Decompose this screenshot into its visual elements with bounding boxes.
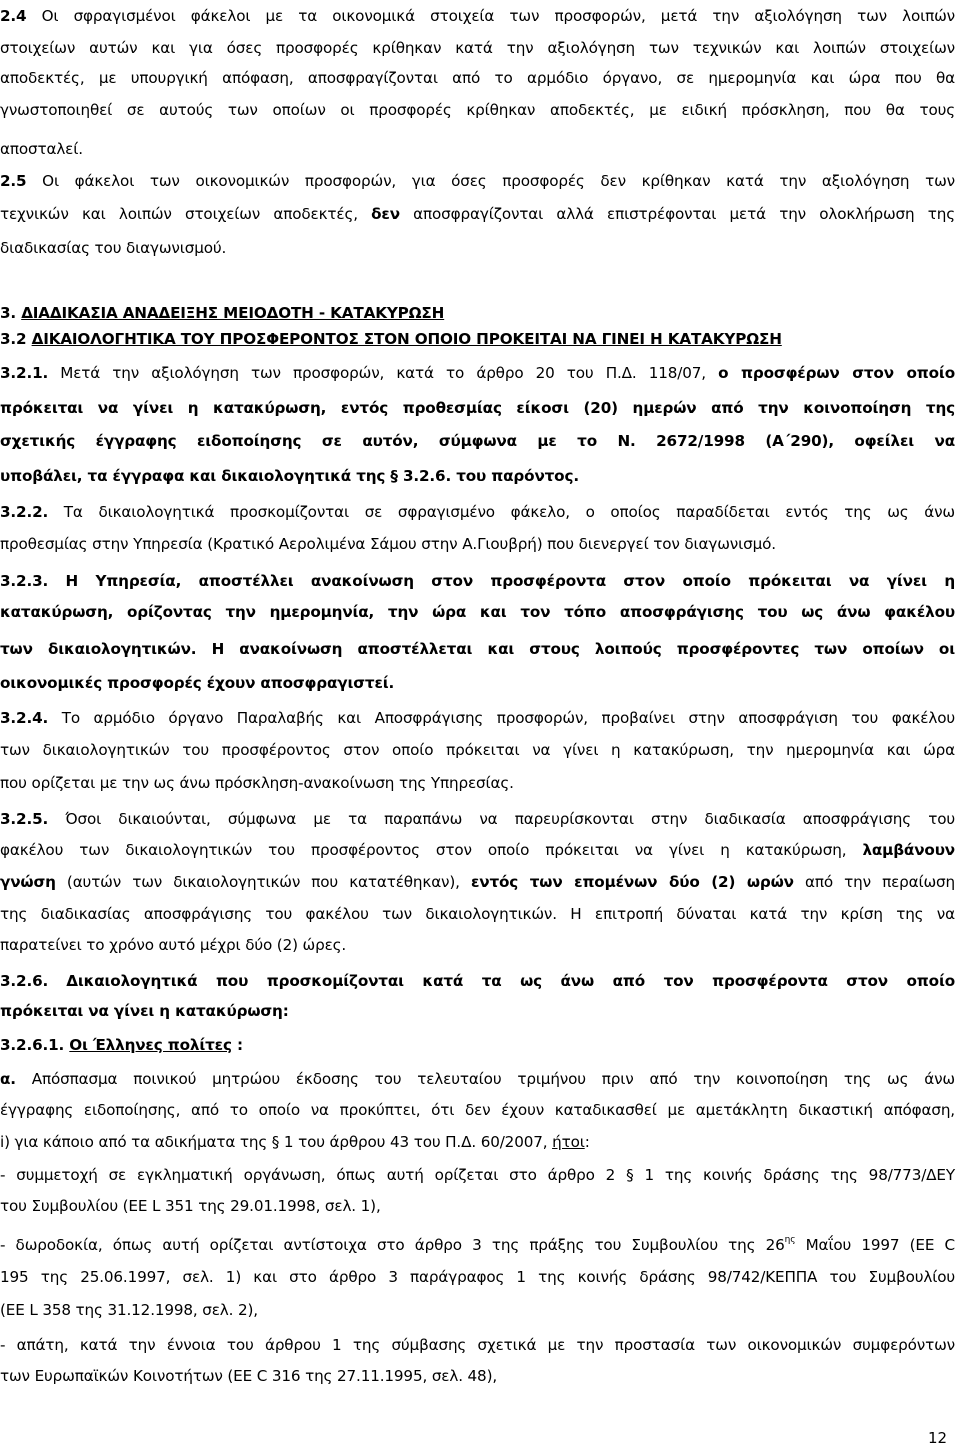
text-line xyxy=(0,571,955,591)
text-run: σχετικής έγγραφης ειδοποίησης σε αυτόν, σύμφωνα με το Ν. 2672/1998 (Α΄290), οφείλει να xyxy=(0,432,955,450)
text-line xyxy=(0,1165,955,1185)
text-run: γνωστοποιηθεί σε αυτούς των οποίων οι προσφορές κρίθηκαν αποδεκτές, με ειδική πρόσκληση, που θα τους xyxy=(0,101,955,119)
text-line xyxy=(0,1366,955,1386)
text-run: διαδικασίας του διαγωνισμού. xyxy=(0,239,227,257)
text-line xyxy=(0,809,955,829)
text-run: ης xyxy=(784,1235,796,1245)
page-number: 12 xyxy=(928,1429,948,1447)
text-run: 3.2.5. xyxy=(0,810,49,828)
text-run: i) για κάποιο από τα αδικήματα της § 1 του άρθρου 43 του Π.Δ. 60/2007, xyxy=(0,1133,553,1151)
text-line xyxy=(0,639,955,659)
text-run: δεν xyxy=(371,205,400,223)
text-run: 3.2.6.1. xyxy=(0,1036,70,1054)
text-line xyxy=(0,139,955,159)
text-line xyxy=(0,466,955,486)
text-run: οικονομικές προσφορές έχουν αποσφραγιστεί. xyxy=(0,674,395,692)
text-line xyxy=(0,773,955,793)
text-run: των Ευρωπαϊκών Κοινοτήτων (ΕΕ C 316 της 27.11.1995, σελ. 48), xyxy=(0,1367,498,1385)
text-run: κατακύρωση, ορίζοντας την ημερομηνία, την ώρα και τον τόπο αποσφράγισης του ως άνω φακέλου xyxy=(0,603,955,621)
text-run: (αυτών των δικαιολογητικών που κατατέθηκαν), xyxy=(55,873,471,891)
text-line xyxy=(0,329,955,349)
text-run: 2.5 xyxy=(0,172,27,190)
text-run: Όσοι δικαιούνται, σύμφωνα με τα παραπάνω να παρευρίσκονται στην διαδικασία αποσφράγισης του xyxy=(48,810,955,828)
text-run: ήτοι xyxy=(552,1133,585,1151)
text-run: Μαΐου 1997 (ΕΕ C xyxy=(795,1236,956,1254)
text-run: αποσφραγίζονται αλλά επιστρέφονται μετά την ολοκλήρωση της xyxy=(399,205,955,223)
text-run: ο προσφέρων στον οποίο xyxy=(718,364,955,382)
text-line xyxy=(0,100,955,120)
text-line xyxy=(0,1267,955,1287)
text-run: : xyxy=(584,1133,590,1151)
text-run: έγγραφης ειδοποίησης, από το οποίο να προκύπτει, ότι δεν έχουν καταδικασθεί με αμετάκλητη δικαστική απόφαση, xyxy=(0,1101,955,1119)
text-run: αποδεκτές, με υπουργική απόφαση, αποσφραγίζονται από το αρμόδιο όργανο, σε ημερομηνία και ώρα που θα xyxy=(0,69,955,87)
text-line xyxy=(0,38,955,58)
text-line xyxy=(0,502,955,522)
text-run: τεχνικών και λοιπών στοιχείων αποδεκτές, xyxy=(0,205,372,223)
text-run: 3.2 xyxy=(0,330,32,348)
text-run: 2.4 xyxy=(0,7,27,25)
text-line xyxy=(0,1235,955,1255)
text-run: εντός των επομένων δύο (2) ωρών xyxy=(470,873,794,891)
text-line xyxy=(0,1132,955,1152)
text-run: αποσταλεί. xyxy=(0,140,83,158)
text-run: Τα δικαιολογητικά προσκομίζονται σε σφραγισμένο φάκελο, ο οποίος παραδίδεται εντός της ως άνω xyxy=(48,503,955,521)
text-run: (ΕΕ L 358 της 31.12.1998, σελ. 2), xyxy=(0,1301,258,1319)
text-run: 3.2.1. xyxy=(0,364,49,382)
text-run: - συμμετοχή σε εγκληματική οργάνωση, όπως αυτή ορίζεται στο άρθρο 2 § 1 της κοινής δράσης της 98/773/ΔΕΥ xyxy=(0,1166,955,1184)
text-run: ΔΙΚΑΙΟΛΟΓΗΤΙΚΑ ΤΟΥ ΠΡΟΣΦΕΡΟΝΤΟΣ ΣΤΟΝ ΟΠΟΙΟ ΠΡΟΚΕΙΤΑΙ ΝΑ ΓΙΝΕΙ Η ΚΑΤΑΚΥΡΩΣΗ xyxy=(31,330,782,348)
text-line xyxy=(0,204,955,224)
text-run xyxy=(48,972,66,990)
text-run: 3.2.2. xyxy=(0,503,49,521)
text-run: Δικαιολογητικά που προσκομίζονται κατά τα ως άνω από τον προσφέροντα στον οποίο xyxy=(66,972,955,990)
text-line xyxy=(0,904,955,924)
text-line xyxy=(0,398,955,418)
text-run: Η Υπηρεσία, αποστέλλει ανακοίνωση στον προσφέροντα στον οποίο πρόκειται να γίνει η xyxy=(48,572,955,590)
text-line xyxy=(0,1100,955,1120)
text-line xyxy=(0,1069,955,1089)
text-line xyxy=(0,673,955,693)
text-run: Το αρμόδιο όργανο Παραλαβής και Αποσφράγισης προσφορών, προβαίνει στην αποσφράγιση του φακέλου xyxy=(48,709,955,727)
text-line xyxy=(0,971,955,991)
text-run: που ορίζεται με την ως άνω πρόσκληση-ανακοίνωση της Υπηρεσίας. xyxy=(0,774,514,792)
text-line xyxy=(0,708,955,728)
text-run: - δωροδοκία, όπως αυτή ορίζεται αντίστοιχα στο άρθρο 3 της πράξης του Συμβουλίου της 26 xyxy=(0,1236,785,1254)
text-run: πρόκειται να γίνει η κατακύρωση: xyxy=(0,1002,289,1020)
text-line xyxy=(0,1196,955,1216)
text-line xyxy=(0,171,955,191)
text-run: λαμβάνουν xyxy=(862,841,955,859)
text-run: Οι Έλληνες πολίτες xyxy=(69,1036,232,1054)
text-run: α. xyxy=(0,1070,16,1088)
text-line xyxy=(0,68,955,88)
text-run: 3.2.6. xyxy=(0,972,49,990)
text-run: 3. xyxy=(0,304,22,322)
text-run: Οι σφραγισμένοι φάκελοι με τα οικονομικά στοιχεία των προσφορών, μετά την αξιολόγηση των λοιπών xyxy=(26,7,955,25)
text-run: προθεσμίας στην Υπηρεσία (Κρατικό Αερολιμένα Σάμου στην Α.Γιουβρή) που διενεργεί τον διαγωνισμό. xyxy=(0,535,776,553)
text-line xyxy=(0,1335,955,1355)
text-line xyxy=(0,935,955,955)
text-run: 195 της 25.06.1997, σελ. 1) και στο άρθρο 3 παράγραφος 1 της κοινής δράσης 98/742/ΚΕΠΠΑ του Συμβουλίου xyxy=(0,1268,955,1286)
text-line xyxy=(0,840,955,860)
text-line xyxy=(0,534,955,554)
text-run: γνώση xyxy=(0,873,56,891)
text-run: της διαδικασίας αποσφράγισης του φακέλου των δικαιολογητικών. Η επιτροπή δύναται κατά την κρίση της να xyxy=(0,905,955,923)
text-run: από την περαίωση xyxy=(793,873,955,891)
text-line xyxy=(0,431,955,451)
text-run: Οι φάκελοι των οικονομικών προσφορών, για όσες προσφορές δεν κρίθηκαν κατά την αξιολόγηση των xyxy=(26,172,955,190)
text-line xyxy=(0,740,955,760)
text-line xyxy=(0,1001,955,1021)
text-line xyxy=(0,1300,955,1320)
text-run: παρατείνει το χρόνο αυτό μέχρι δύο (2) ώρες. xyxy=(0,936,347,954)
text-run: 3.2.3. xyxy=(0,572,49,590)
text-run: υποβάλει, τα έγγραφα και δικαιολογητικά της § 3.2.6. του παρόντος. xyxy=(0,467,579,485)
text-line xyxy=(0,1035,955,1055)
text-run: του Συμβουλίου (ΕΕ L 351 της 29.01.1998, σελ. 1), xyxy=(0,1197,381,1215)
text-run: φακέλου των δικαιολογητικών του προσφέροντος στον οποίο πρόκειται να γίνει η κατακύρωση, xyxy=(0,841,863,859)
text-run: Μετά την αξιολόγηση των προσφορών, κατά το άρθρο 20 του Π.Δ. 118/07, xyxy=(48,364,719,382)
text-line xyxy=(0,363,955,383)
text-run: των δικαιολογητικών του προσφέροντος στον οποίο πρόκειται να γίνει η κατακύρωση, την ημερομηνία και ώρα xyxy=(0,741,955,759)
text-run: : xyxy=(231,1036,243,1054)
text-run: 3.2.4. xyxy=(0,709,49,727)
text-run: ΔΙΑΔΙΚΑΣΙΑ ΑΝΑΔΕΙΞΗΣ ΜΕΙΟΔΟΤΗ - ΚΑΤΑΚΥΡΩΣΗ xyxy=(21,304,445,322)
text-line xyxy=(0,602,955,622)
text-run: πρόκειται να γίνει η κατακύρωση, εντός προθεσμίας είκοσι (20) ημερών από την κοινοποίηση της xyxy=(0,399,955,417)
text-run: των δικαιολογητικών. Η ανακοίνωση αποστέλλεται και στους λοιπούς προσφέροντες των οποίων οι xyxy=(0,640,955,658)
text-run: στοιχείων αυτών και για όσες προσφορές κρίθηκαν κατά την αξιολόγηση των τεχνικών και λοιπών στοιχείων xyxy=(0,39,955,57)
text-run: Απόσπασμα ποινικού μητρώου έκδοσης του τελευταίου τριμήνου πριν από την κοινοποίηση της ως άνω xyxy=(15,1070,955,1088)
text-line xyxy=(0,238,955,258)
text-line xyxy=(0,6,955,26)
text-run: - απάτη, κατά την έννοια του άρθρου 1 της σύμβασης σχετικά με την προστασία των οικονομικών συμφερόντων xyxy=(0,1336,955,1354)
text-line xyxy=(0,303,955,323)
text-line xyxy=(0,872,955,892)
